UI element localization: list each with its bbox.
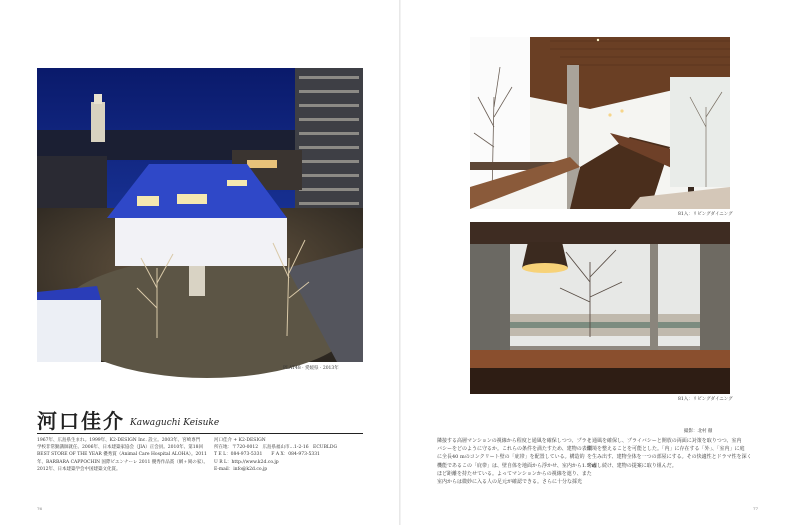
contact-line: 河口佳介 + K2-DESIGN (214, 438, 266, 443)
contact-line: T E L：084-973-5331 F A X：084-973-5331 (214, 452, 320, 458)
essay-line: 室内からは微妙に入る人の足元が確認できる。さらに十分な採光 (437, 479, 583, 486)
exterior-photo-caption: PLAT48 · 愛媛県 · 2013年 (283, 366, 339, 371)
exterior-night-photo (37, 68, 363, 362)
contact-line: 所在地：〒720-0012 広島県福山市…1-2-16 ECUBLDG (214, 445, 338, 451)
essay-line: 環境を整えることを可能とした。「内」に存在する「外」、「室内」に庭 (587, 446, 745, 453)
contact-line: U R L：http://www.k2d.co.jp (214, 459, 279, 465)
page-number-left: 76 (37, 506, 43, 511)
essay-line: 考慮し続け、建物の提案に取り組んだ。 (587, 462, 677, 469)
page-number-right: 77 (753, 506, 759, 511)
name-divider (37, 433, 363, 434)
page-gutter (399, 0, 401, 525)
essay-line: に全長40 mのコンクリート壁の「庇帯」を配置している。構造的 (437, 454, 585, 461)
bio-line: 年、BARBARA CAPPOCHIN 国際ビエンナーレ 2011 優秀作品賞（網ヶ岡の家）。 (37, 459, 208, 465)
essay-line: 機能であるこの「庇帯」は、壁自体を地面から浮かせ、室内から1.5 m (437, 462, 597, 469)
project-essay-column-1 (437, 437, 597, 486)
essay-line: バシーをどのように守るか。これらの条件を満たすため、建物の表側 (437, 446, 592, 453)
office-contact-info (214, 437, 364, 473)
dining-room-photo-2 (470, 222, 730, 394)
essay-line: と通風を確保し、プライバシーと開放の両面に対策を取りつつ、室内 (587, 438, 742, 444)
essay-line: ほど距離を持たせている。よってマンションからの視線を遮り、また (437, 470, 592, 477)
architect-biography (37, 437, 209, 473)
architect-name-japanese: 河口佳介 (37, 409, 125, 433)
dining-room-photo-1 (470, 37, 730, 209)
photo-credit: 撮影：北村 徹 (684, 429, 713, 434)
bio-line: 2012年、日本建築学会中国建築文化賞。 (37, 466, 121, 472)
essay-line: を生み出す、建物全体を一つの部屋にする。その快適性とドラマ性を深く (587, 454, 752, 461)
bio-line: 1967年、広島県生まれ。1999年、K2-DESIGN Inc. 設立。2003年、宮崎専門 (37, 438, 201, 443)
dining-photo-1-caption: 81入：リビングダイニング (678, 212, 733, 217)
project-essay-column-2 (587, 437, 752, 470)
dining-photo-2-caption: 81入：リビングダイニング (678, 397, 733, 402)
bio-line: 学校非常勤講師就任。2006年、日本建築家協会（JIA）正会員。2010年、第18回 (37, 445, 203, 451)
essay-line: 隣接する高層マンションの視線から程度と通風を確保しつつ、プライ (437, 438, 592, 444)
architect-name-english: Kawaguchi Keisuke (130, 418, 220, 428)
contact-line: E-mail：info@k2d.co.jp (214, 466, 268, 472)
bio-line: BEST STORE OF THE YEAR 優秀賞（Animal Care Hospital ALOHA）。2011 (37, 452, 207, 458)
